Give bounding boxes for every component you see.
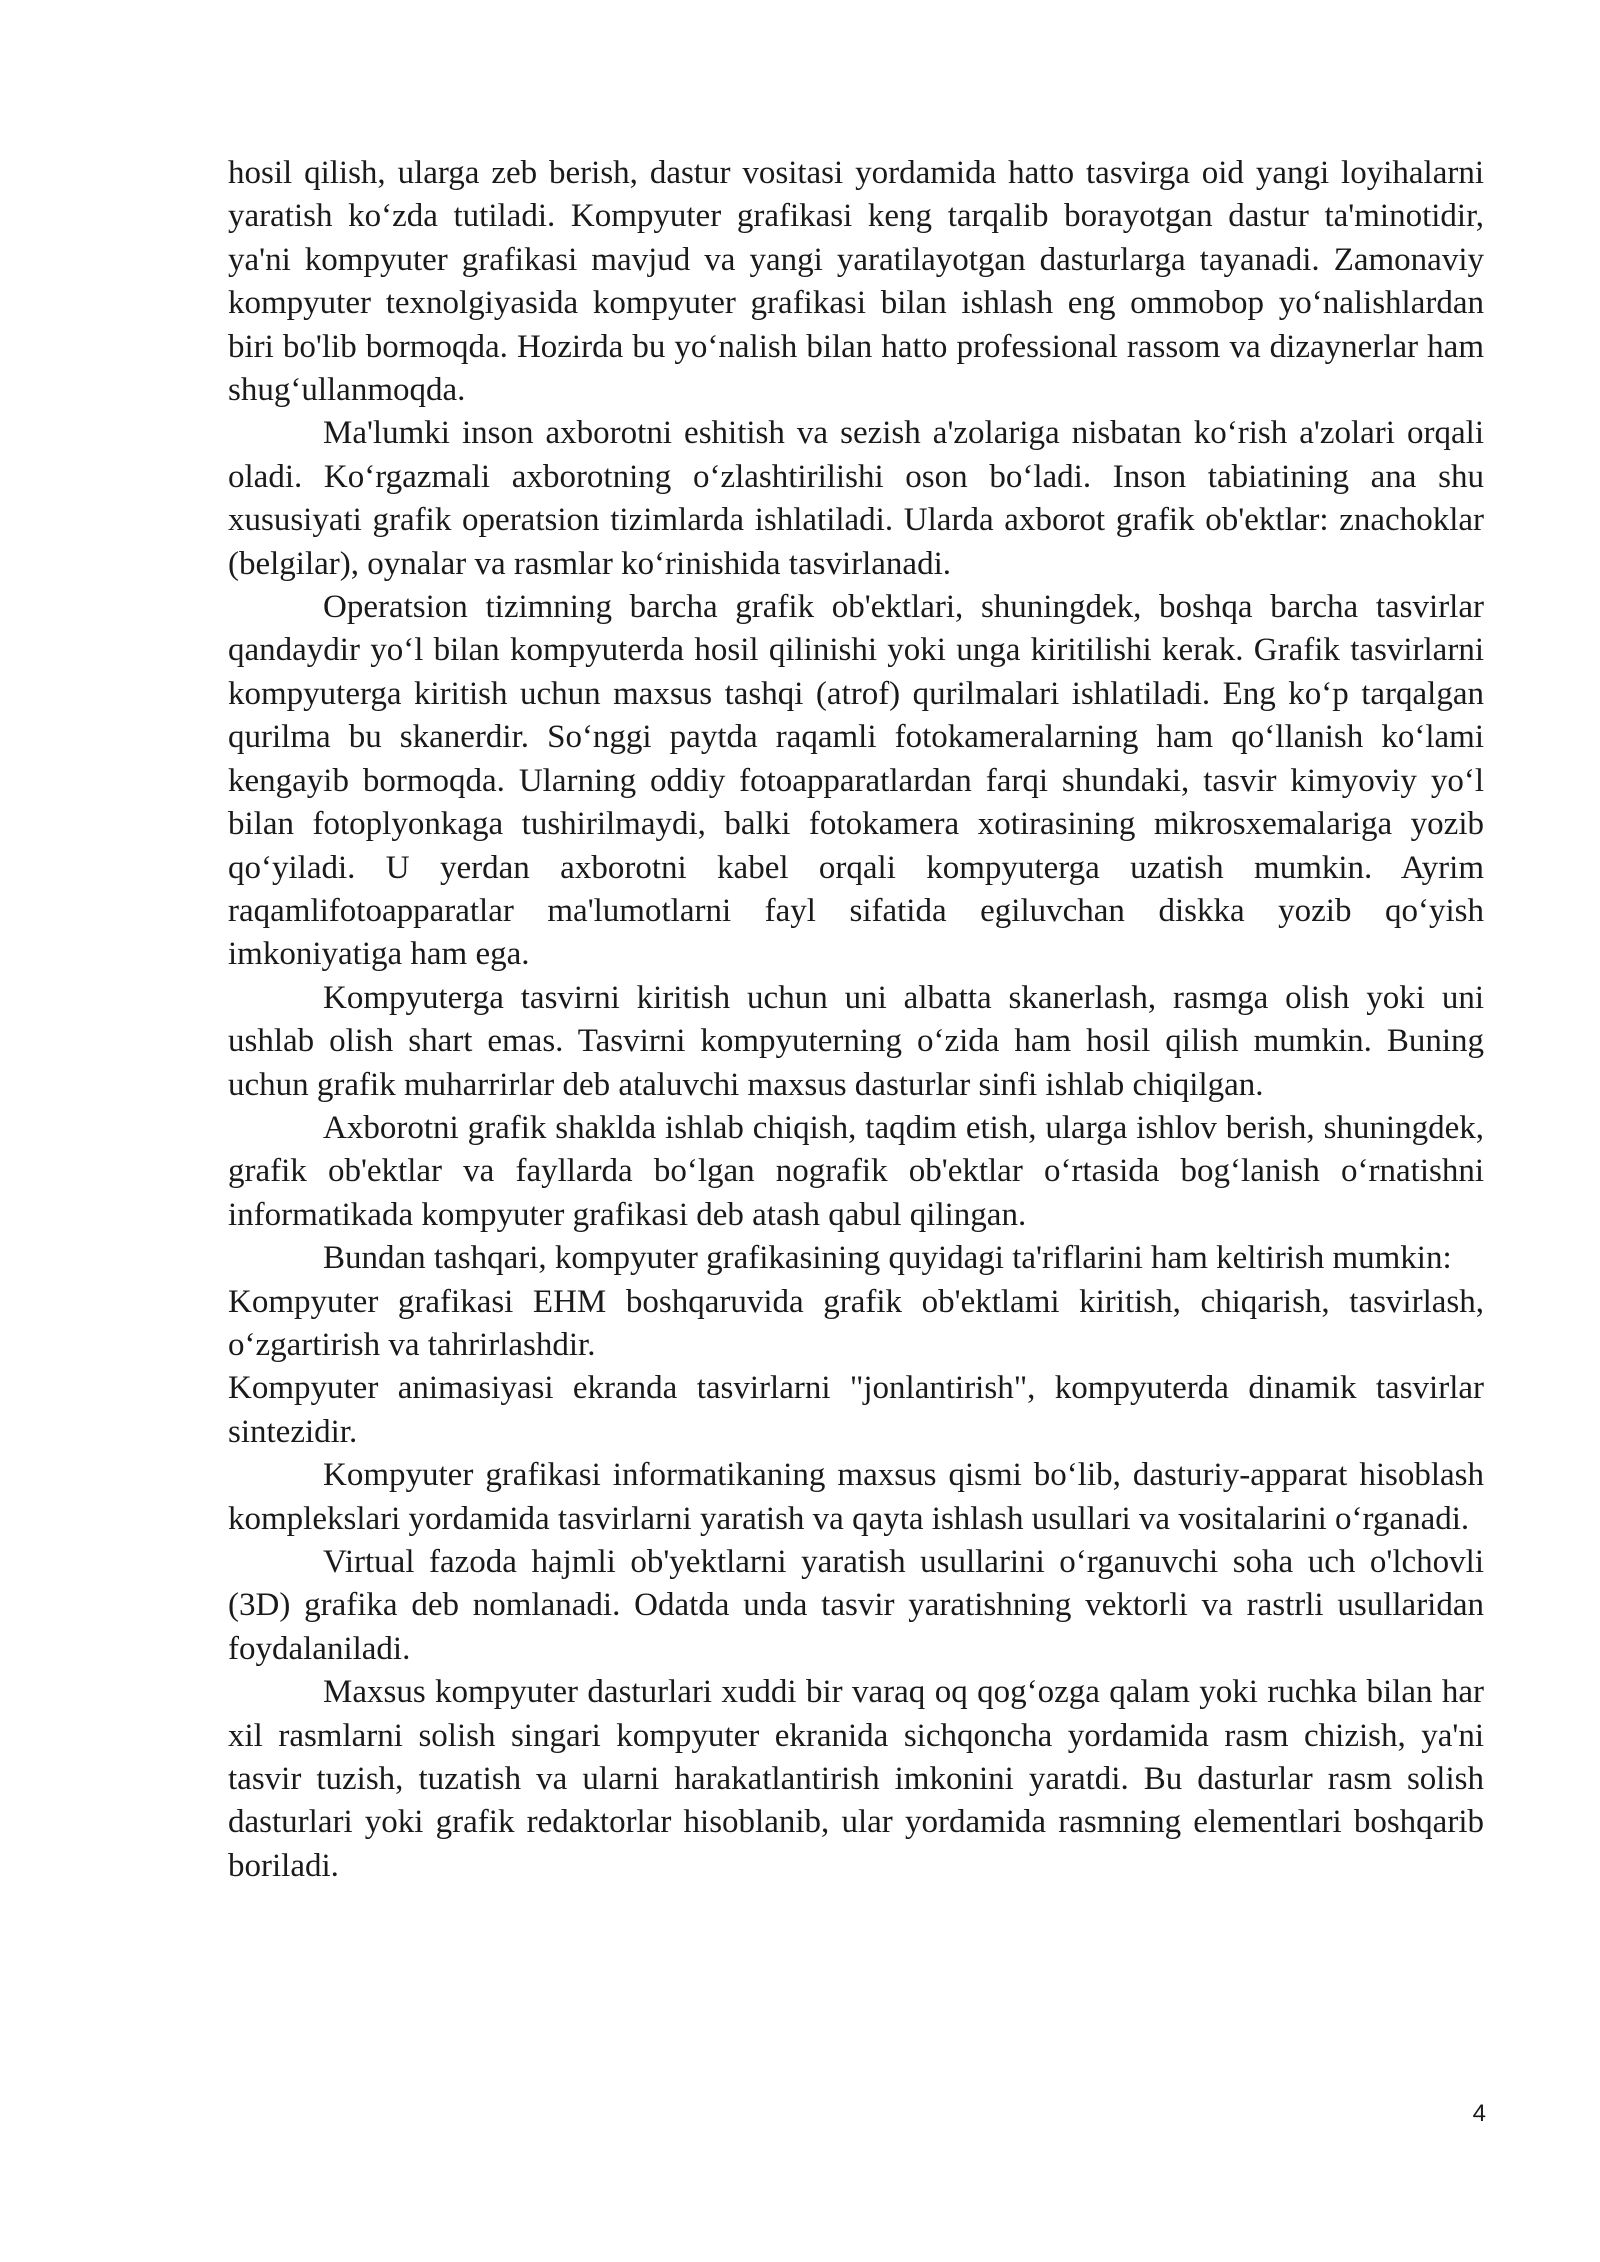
paragraph-10: Virtual fazoda hajmli ob'yektlarni yaratish usullarini o‘rganuvchi soha uch o'lchovli (3D) grafika deb nomlanadi. Odatda unda tasvir yaratishning vektorli va rastrli usullaridan foydalaniladi. [228, 1544, 1484, 1667]
paragraph-11: Maxsus kompyuter dasturlari xuddi bir varaq oq qog‘ozga qalam yoki ruchka bilan har xil rasmlarni solish singari kompyuter ekranida sichqoncha yordamida rasm chizish, ya'ni tasvir tuzish, tuzatish va ularni harakatlantirish imkonini yaratdi. Bu dasturlar rasm solish dasturlari yoki grafik redaktorlar hisoblanib, ular yordamida rasmning elementlari boshqarib boriladi. [228, 1674, 1484, 1884]
paragraph-3: Operatsion tizimning barcha grafik ob'ektlari, shuningdek, boshqa barcha tasvirlar qandaydir yo‘l bilan kompyuterda hosil qilinishi yoki unga kiritilishi kerak. Grafik tasvirlarni kompyuterga kiritish uchun maxsus tashqi (atrof) qurilmalari ishlatiladi. Eng ko‘p tarqalgan qurilma bu skanerdir. So‘nggi paytda raqamli fotokameralarning ham qo‘llanish ko‘lami kengayib bormoqda. Ularning oddiy fotoapparatlardan farqi shundaki, tasvir kimyoviy yo‘l bilan fotoplyonkaga tushirilmaydi, balki fotokamera xotirasining mikrosxemalariga yozib qo‘yiladi. U yerdan axborotni kabel orqali kompyuterga uzatish mumkin. Ayrim raqamlifotoapparatlar ma'lumotlarni fayl sifatida egiluvchan diskka yozib qo‘yish imkoniyatiga ham ega. [228, 589, 1484, 973]
page-number: 4 [1472, 2100, 1486, 2127]
paragraph-5: Axborotni grafik shaklda ishlab chiqish, taqdim etish, ularga ishlov berish, shuningdek, grafik ob'ektlar va fayllarda bo‘lgan nografik ob'ektlar o‘rtasida bog‘lanish o‘rnatishni informatikada kompyuter grafikasi deb atash qabul qilingan. [228, 1109, 1484, 1233]
paragraph-8: Kompyuter animasiyasi ekranda tasvirlarni "jonlantirish", kompyuterda dinamik tasvirlar sintezidir. [228, 1370, 1484, 1450]
paragraph-7: Kompyuter grafikasi EHM boshqaruvida grafik ob'ektlami kiritish, chiqarish, tasvirlash, o‘zgartirish va tahrirlashdir. [228, 1283, 1484, 1363]
paragraph-6: Bundan tashqari, kompyuter grafikasining quyidagi ta'riflarini ham keltirish mumkin: [323, 1240, 1452, 1277]
document-body [228, 152, 1484, 1888]
paragraph-2: Ma'lumki inson axborotni eshitish va sezish a'zolariga nisbatan ko‘rish a'zolari orqali oladi. Ko‘rgazmali axborotning o‘zlashtirilishi oson bo‘ladi. Inson tabiatining ana shu xususiyati grafik operatsion tizimlarda ishlatiladi. Ularda axborot grafik ob'ektlar: znachoklar (belgilar), oynalar va rasmlar ko‘rinishida tasvirlanadi. [228, 415, 1484, 582]
paragraph-4: Kompyuterga tasvirni kiritish uchun uni albatta skanerlash, rasmga olish yoki uni ushlab olish shart emas. Tasvirni kompyuterning o‘zida ham hosil qilish mumkin. Buning uchun grafik muharrirlar deb ataluvchi maxsus dasturlar sinfi ishlab chiqilgan. [228, 979, 1484, 1103]
paragraph-9: Kompyuter grafikasi informatikaning maxsus qismi bo‘lib, dasturiy-apparat hisoblash komplekslari yordamida tasvirlarni yaratish va qayta ishlash usullari va vositalarini o‘rganadi. [228, 1457, 1484, 1537]
paragraph-1: hosil qilish, ularga zeb berish, dastur vositasi yordamida hatto tasvirga oid yangi loyihalarni yaratish ko‘zda tutiladi. Kompyuter grafikasi keng tarqalib borayotgan dastur ta'minotidir, ya'ni kompyuter grafikasi mavjud va yangi yaratilayotgan dasturlarga tayanadi. Zamonaviy kompyuter texnolgiyasida kompyuter grafikasi bilan ishlash eng ommobop yo‘nalishlardan biri bo'lib bormoqda. Hozirda bu yo‘nalish bilan hatto professional rassom va dizaynerlar ham shug‘ullanmoqda. [228, 155, 1484, 409]
